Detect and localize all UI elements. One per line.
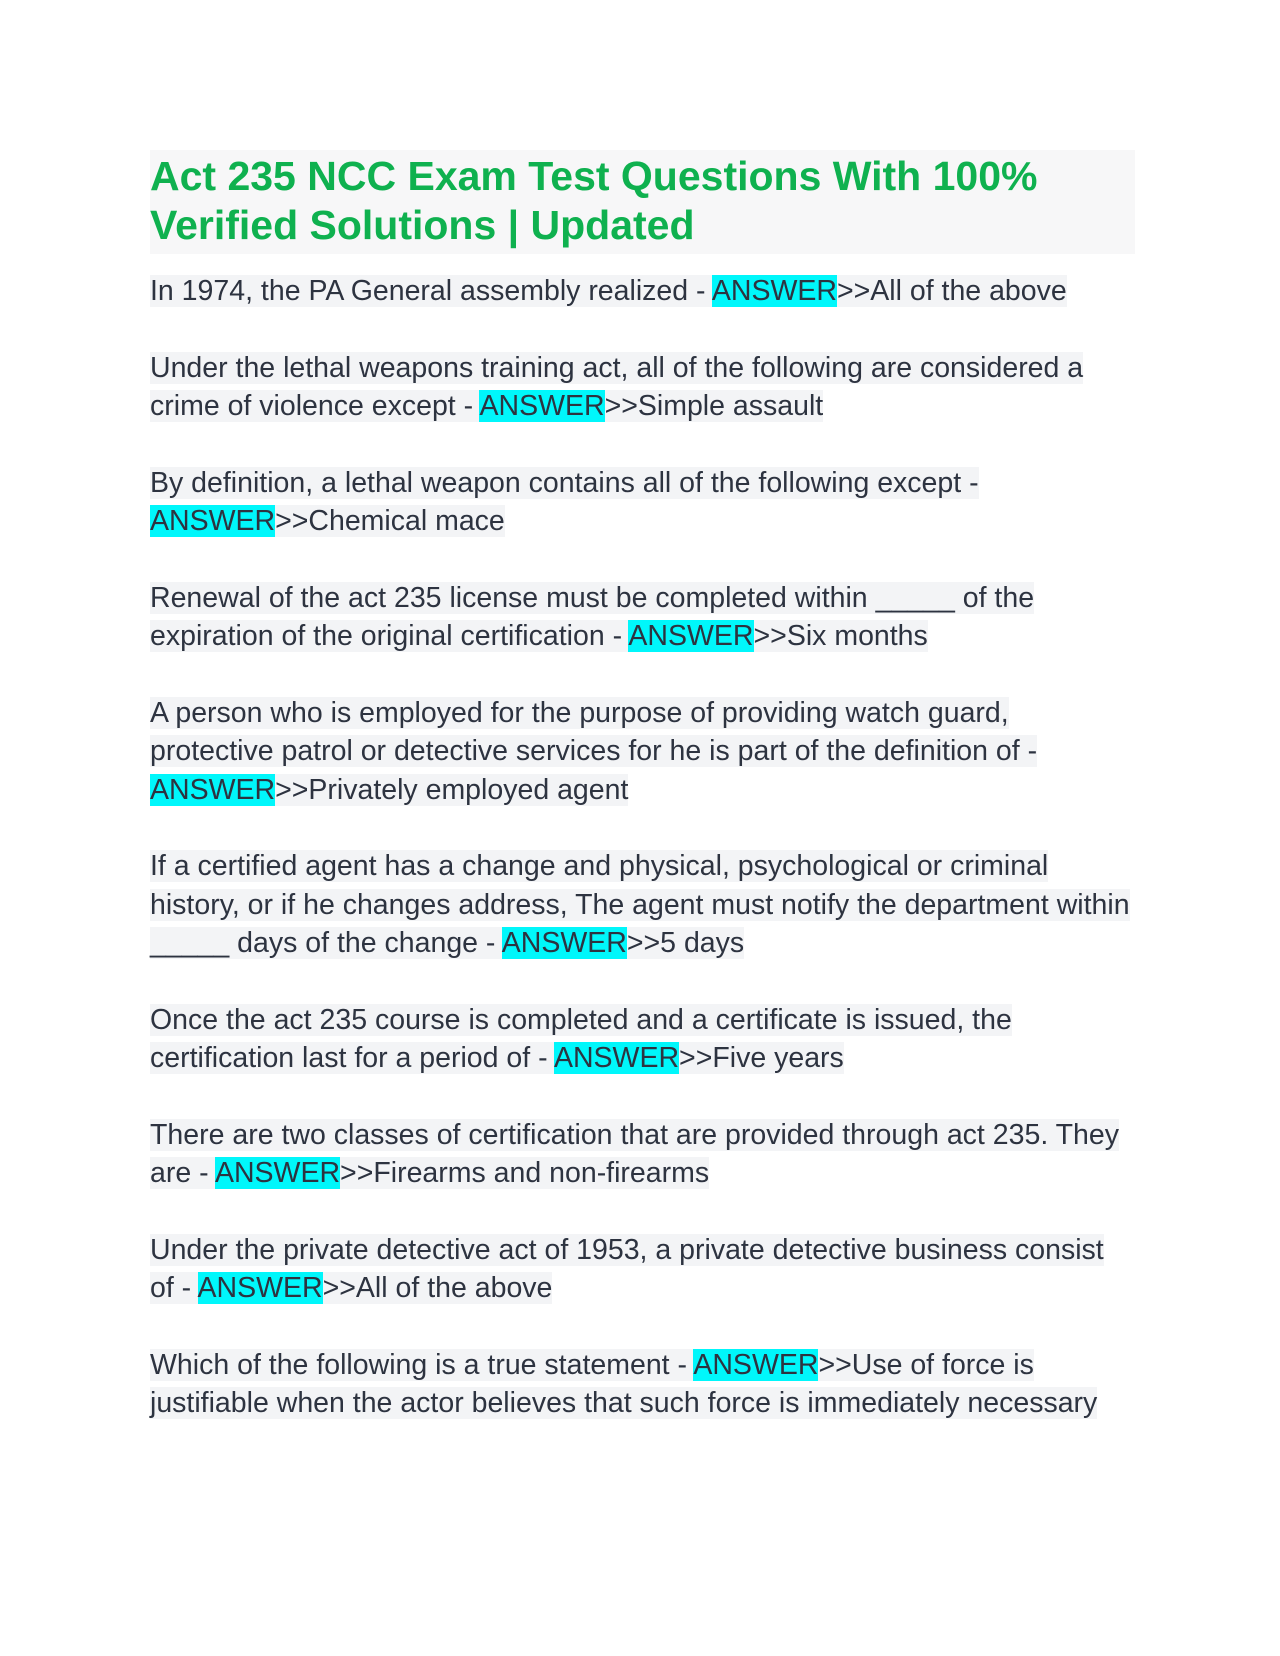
answer-separator: >> (275, 505, 309, 537)
answer-text: Chemical mace (308, 505, 505, 537)
answer-text: All of the above (870, 275, 1067, 307)
answer-text: All of the above (355, 1272, 553, 1304)
answer-label: ANSWER (197, 1272, 323, 1304)
answer-text: Privately employed agent (308, 773, 629, 806)
question-text: A person who is employed for the purpose of providing watch guard, protective patrol or detective services for he is part of the definition of - (150, 696, 1038, 767)
qa-item (150, 349, 1135, 426)
question-text: Once the act 235 course is completed and a certificate is issued, the certification last for a period of - (150, 1003, 1012, 1074)
answer-text: Use of force is justifiable when the actor believes that such force is immediately necessary (150, 1348, 1098, 1419)
qa-item (150, 694, 1135, 810)
answer-label: ANSWER (693, 1348, 819, 1381)
answer-label: ANSWER (479, 390, 605, 422)
answer-label: ANSWER (553, 1042, 680, 1074)
answer-separator: >> (340, 1157, 374, 1189)
answer-separator: >> (753, 620, 787, 652)
answer-text: Simple assault (637, 390, 824, 422)
answer-text: Five years (712, 1042, 844, 1074)
question-text: Under the lethal weapons training act, all of the following are considered a crime of violence except - (150, 351, 1084, 422)
question-text: In 1974, the PA General assembly realized - (150, 275, 712, 307)
question-text: If a certified agent has a change and physical, psychological or criminal history, or if he changes address, The agent must notify the department within _____ days of the change - (150, 850, 1130, 959)
qa-item (150, 1346, 1135, 1423)
question-text: Renewal of the act 235 license must be completed within _____ of the expiration of the original certification - (150, 581, 1035, 652)
answer-text: Firearms and non-firearms (373, 1157, 710, 1189)
qa-item (150, 1116, 1135, 1193)
question-text: Under the private detective act of 1953, a private detective business consist of - (150, 1233, 1104, 1304)
answer-separator: >> (275, 773, 309, 806)
answer-label: ANSWER (214, 1157, 341, 1189)
answer-separator: >> (836, 275, 871, 307)
answer-label: ANSWER (501, 927, 627, 959)
answer-text: Six months (786, 620, 928, 652)
answer-label: ANSWER (628, 620, 754, 652)
title-block (150, 150, 1135, 254)
question-text: By definition, a lethal weapon contains all of the following except - (150, 466, 979, 499)
qa-item (150, 1231, 1135, 1308)
answer-separator: >> (322, 1272, 356, 1304)
answer-label: ANSWER (150, 505, 276, 537)
answer-label: ANSWER (150, 773, 276, 806)
qa-item (150, 579, 1135, 656)
qa-item (150, 1001, 1135, 1078)
question-text: There are two classes of certification that are provided through act 235. They are - (150, 1118, 1119, 1189)
answer-separator: >> (818, 1348, 852, 1381)
answer-separator: >> (626, 927, 661, 959)
answer-separator: >> (604, 390, 638, 422)
answer-label: ANSWER (711, 275, 837, 307)
document-page (150, 150, 1135, 1461)
answer-separator: >> (679, 1042, 713, 1074)
qa-item (150, 464, 1135, 541)
question-text: Which of the following is a true statement - (150, 1348, 694, 1381)
qa-item (150, 847, 1135, 963)
answer-text: 5 days (660, 927, 745, 959)
qa-item (150, 272, 1135, 311)
document-title: Act 235 NCC Exam Test Questions With 100% Verified Solutions | Updated (150, 153, 1038, 248)
